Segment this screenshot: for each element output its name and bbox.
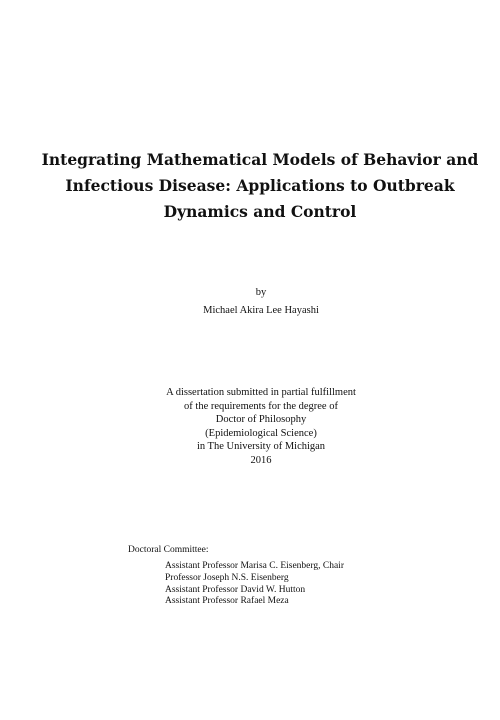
statement-line: Doctor of Philosophy	[215, 414, 307, 426]
by-label: by	[255, 287, 267, 298]
committee-heading: Doctoral Committee:	[128, 545, 209, 555]
author-name: Michael Akira Lee Hayashi	[203, 305, 319, 316]
committee-member: Assistant Professor Marisa C. Eisenberg, Chair	[165, 561, 344, 571]
statement-line: in The University of Michigan	[196, 441, 326, 453]
statement-line: (Epidemiological Science)	[205, 427, 317, 439]
committee-list	[165, 561, 344, 608]
statement-line: 2016	[250, 454, 272, 466]
dissertation-title	[40, 147, 480, 225]
title-line: Dynamics and Control	[163, 202, 357, 221]
committee-member: Professor Joseph N.S. Eisenberg	[165, 572, 289, 583]
title-line: Infectious Disease: Applications to Outbreak	[65, 176, 455, 195]
statement-line: of the requirements for the degree of	[184, 400, 338, 412]
degree-statement	[0, 386, 500, 468]
title-line: Integrating Mathematical Models of Behavior and	[41, 150, 479, 169]
statement-line: A dissertation submitted in partial fulfillment	[166, 387, 356, 398]
committee-member: Assistant Professor David W. Hutton	[165, 584, 306, 595]
committee-member: Assistant Professor Rafael Meza	[165, 596, 289, 607]
